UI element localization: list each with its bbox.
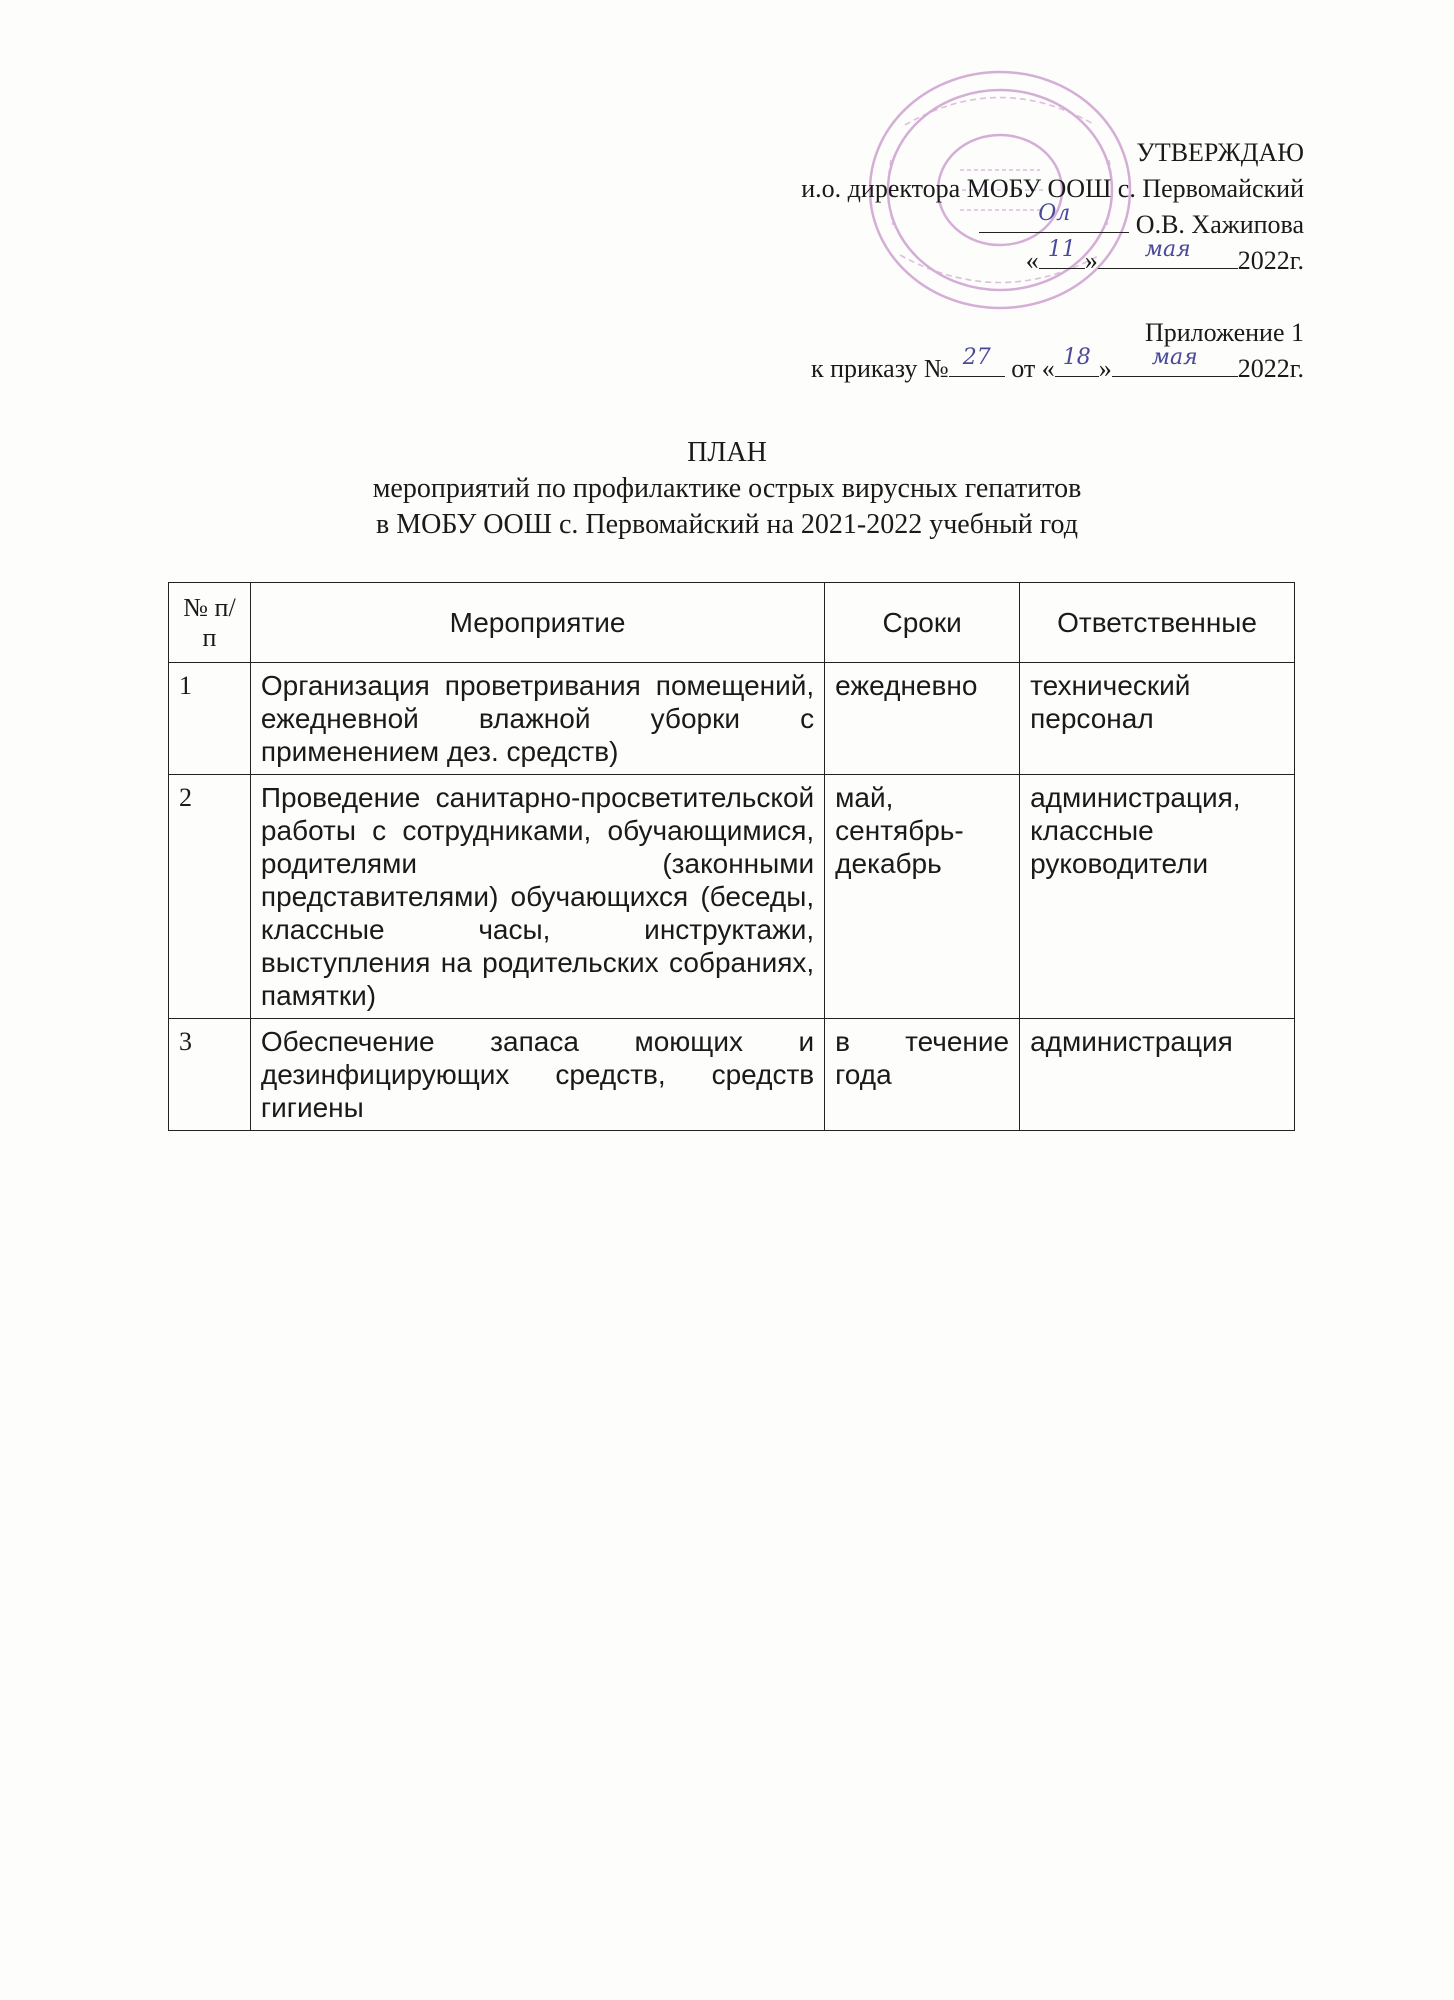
approval-block: УТВЕРЖДАЮ и.о. директора МОБУ ООШ с. Первомайский Ол О.В. Хажипова « 11 » мая 2022г. bbox=[801, 138, 1304, 275]
row-dates: май, сентябрь-декабрь bbox=[825, 775, 1020, 1019]
appendix-order-prefix: к приказу № bbox=[810, 354, 949, 383]
appendix-date-from: от « bbox=[1011, 354, 1055, 383]
row-responsible: технический персонал bbox=[1020, 663, 1295, 775]
title-line-1: ПЛАН bbox=[687, 437, 767, 468]
appendix-day-field bbox=[1055, 345, 1099, 377]
approval-year: 2022г. bbox=[1237, 246, 1304, 275]
title-line-3: в МОБУ ООШ с. Первомайский на 2021-2022 учебный год bbox=[376, 509, 1078, 540]
signature-handwriting: Ол bbox=[1038, 201, 1071, 226]
row-responsible: администрация bbox=[1020, 1019, 1295, 1131]
approval-day-field bbox=[1039, 237, 1085, 269]
appendix-block: Приложение 1 к приказу № 27 от « 18 » мая 2022г. bbox=[810, 318, 1304, 383]
table-header-row bbox=[169, 583, 1295, 663]
header-number: № п/п bbox=[169, 583, 251, 663]
appendix-year: 2022г. bbox=[1237, 354, 1304, 383]
header-event: Мероприятие bbox=[250, 583, 824, 663]
appendix-label: Приложение 1 bbox=[1144, 318, 1304, 347]
appendix-month-field bbox=[1112, 345, 1238, 377]
row-event: Организация проветривания помещений, ежедневной влажной уборки с применением дез. средств) bbox=[250, 663, 824, 775]
signature-line bbox=[979, 201, 1129, 233]
approval-month-handwriting: мая bbox=[1144, 237, 1191, 262]
header-dates: Сроки bbox=[825, 583, 1020, 663]
row-event: Обеспечение запаса моющих и дезинфицирующих средств, средств гигиены bbox=[250, 1019, 824, 1131]
row-dates: ежедневно bbox=[825, 663, 1020, 775]
title-line-2: мероприятий по профилактике острых вирусных гепатитов bbox=[372, 473, 1082, 504]
order-number-handwriting: 27 bbox=[962, 345, 991, 370]
table-row bbox=[169, 663, 1295, 775]
approval-heading: УТВЕРЖДАЮ bbox=[1136, 138, 1304, 167]
document-title bbox=[0, 435, 1454, 543]
order-number-field bbox=[949, 345, 1005, 377]
approval-day-handwriting: 11 bbox=[1047, 237, 1076, 262]
table-row bbox=[169, 775, 1295, 1019]
row-number: 3 bbox=[169, 1019, 251, 1131]
approval-signatory: О.В. Хажипова bbox=[1135, 210, 1304, 239]
appendix-month-handwriting: мая bbox=[1151, 345, 1198, 370]
appendix-day-handwriting: 18 bbox=[1062, 345, 1091, 370]
row-number: 2 bbox=[169, 775, 251, 1019]
row-responsible: администрация, классные руководители bbox=[1020, 775, 1295, 1019]
row-number: 1 bbox=[169, 663, 251, 775]
row-dates: в течение года bbox=[825, 1019, 1020, 1131]
table-row bbox=[169, 1019, 1295, 1131]
approval-position: и.о. директора МОБУ ООШ с. Первомайский bbox=[801, 174, 1304, 203]
header-responsible: Ответственные bbox=[1020, 583, 1295, 663]
approval-month-field bbox=[1098, 237, 1238, 269]
plan-table bbox=[168, 582, 1295, 1131]
row-event: Проведение санитарно-просветительской работы с сотрудниками, обучающимися, родителями (законными представителями) обучающихся (беседы, классные часы, инструктажи, выступления на родительских собраниях, памятки) bbox=[250, 775, 824, 1019]
